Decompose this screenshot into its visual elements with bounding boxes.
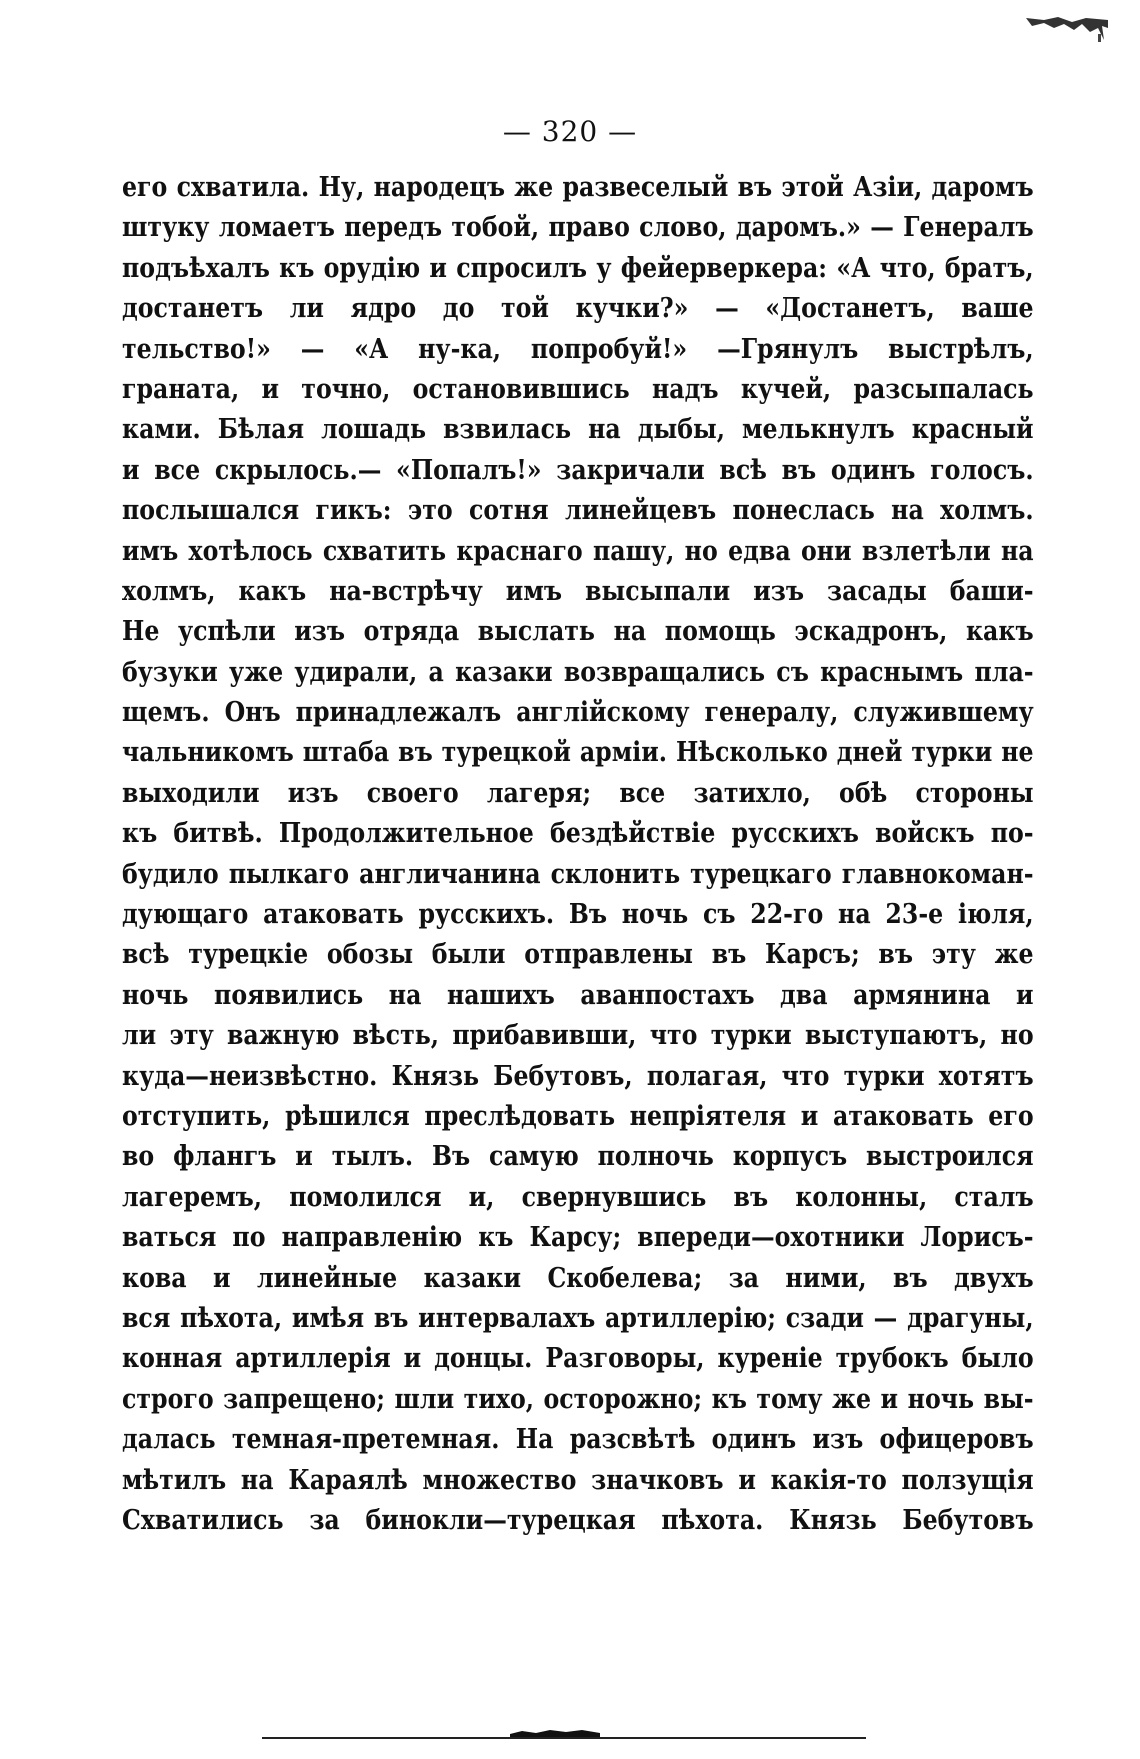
text-line bbox=[122, 934, 1034, 974]
text-line-content: далась темная-претемная. На разсвѣтѣ одинъ изъ офицеровъ bbox=[122, 1423, 1034, 1456]
text-line bbox=[122, 1338, 1034, 1378]
text-line-content: штуку ломаетъ передъ тобой, право слово, даромъ.» — Генералъ bbox=[122, 211, 1034, 244]
text-line-content: ками. Бѣлая лошадь взвилась на дыбы, мелькнулъ красный bbox=[122, 413, 1034, 446]
text-line bbox=[122, 692, 1034, 732]
text-line bbox=[122, 611, 1034, 651]
text-line bbox=[122, 1460, 1034, 1500]
text-line-content: подъѣхалъ къ орудію и спросилъ у фейерверкера: «А что, братъ, bbox=[122, 251, 1034, 284]
text-line bbox=[122, 207, 1034, 247]
text-line bbox=[122, 1136, 1034, 1176]
text-line bbox=[122, 409, 1034, 449]
text-line bbox=[122, 1379, 1034, 1419]
text-line-content: и все скрылось.— «Попалъ!» закричали всѣ въ одинъ голосъ. bbox=[122, 453, 1034, 486]
text-line bbox=[122, 975, 1034, 1015]
text-line bbox=[122, 854, 1034, 894]
text-line bbox=[122, 1096, 1034, 1136]
text-line-content: холмъ, какъ на-встрѣчу имъ высыпали изъ засады баши- bbox=[122, 574, 1034, 607]
bottom-rule bbox=[262, 1737, 866, 1739]
text-line bbox=[122, 1258, 1034, 1298]
text-line-content: во флангъ и тылъ. Въ самую полночь корпусъ выстроился bbox=[122, 1140, 1034, 1173]
text-line bbox=[122, 450, 1034, 490]
page-number: — 320 — bbox=[502, 115, 638, 148]
text-line bbox=[122, 288, 1034, 328]
text-line-content: къ битвѣ. Продолжительное бездѣйствіе русскихъ войскъ по- bbox=[122, 817, 1034, 850]
text-line bbox=[122, 490, 1034, 530]
text-line bbox=[122, 1217, 1034, 1257]
text-line bbox=[122, 1298, 1034, 1338]
text-line bbox=[122, 167, 1034, 207]
text-line bbox=[122, 773, 1034, 813]
text-line-content: послышался гикъ: это сотня линейцевъ понеслась на холмъ. bbox=[122, 494, 1034, 527]
text-line-content: строго запрещено; шли тихо, осторожно; къ тому же и ночь вы- bbox=[122, 1382, 1034, 1415]
text-line bbox=[122, 894, 1034, 934]
text-line-content: будило пылкаго англичанина склонить турецкаго главнокоман- bbox=[122, 857, 1034, 890]
text-line bbox=[122, 1419, 1034, 1459]
scan-artifact-icon bbox=[1024, 14, 1110, 44]
text-line-content: щемъ. Онъ принадлежалъ англійскому генералу, служившему bbox=[122, 696, 1034, 729]
text-line-content: дующаго атаковать русскихъ. Въ ночь съ 22-го на 23-е іюля, bbox=[122, 898, 1034, 931]
text-line-content: чальникомъ штаба въ турецкой арміи. Нѣсколько дней турки не bbox=[122, 736, 1034, 769]
text-line-content: граната, и точно, остановившись надъ кучей, разсыпалась bbox=[122, 372, 1034, 405]
text-line bbox=[122, 813, 1034, 853]
text-line-content: ночь появились на нашихъ аванпостахъ два армянина и bbox=[122, 978, 1034, 1011]
text-line-content: Не успѣли изъ отряда выслать на помощь эскадронъ, какъ bbox=[122, 615, 1034, 648]
text-line-content: отступить, рѣшился преслѣдовать непріятеля и атаковать его bbox=[122, 1099, 1034, 1132]
text-line bbox=[122, 732, 1034, 772]
text-line-content: его схватила. Ну, народецъ же развеселый въ этой Азіи, даромъ bbox=[122, 171, 1034, 203]
text-line-content: выходили изъ своего лагеря; все затихло, обѣ стороны bbox=[122, 776, 1034, 809]
text-line-content: имъ хотѣлось схватить краснаго пашу, но едва они взлетѣли на bbox=[122, 534, 1034, 567]
text-line-content: куда—неизвѣстно. Князь Бебутовъ, полагая, что турки хотятъ bbox=[122, 1059, 1034, 1092]
text-line bbox=[122, 1015, 1034, 1055]
text-line bbox=[122, 329, 1034, 369]
text-line bbox=[122, 652, 1034, 692]
text-line-content: лагеремъ, помолился и, свернувшись въ колонны, сталъ bbox=[122, 1180, 1034, 1213]
text-line-content: Схватились за бинокли—турецкая пѣхота. Князь Бебутовъ bbox=[122, 1503, 1034, 1536]
text-line-content: бузуки уже удирали, а казаки возвращались съ краснымъ пла- bbox=[122, 655, 1034, 688]
text-line bbox=[122, 1056, 1034, 1096]
text-line-content: вся пѣхота, имѣя въ интервалахъ артиллерію; сзади — драгуны, bbox=[122, 1301, 1034, 1334]
text-line bbox=[122, 571, 1034, 611]
text-line bbox=[122, 1500, 1034, 1540]
text-line-content: достанетъ ли ядро до той кучки?» — «Достанетъ, ваше bbox=[122, 292, 1034, 325]
text-line-content: ли эту важную вѣсть, прибавивши, что турки выступаютъ, но bbox=[122, 1019, 1034, 1052]
text-line-content: конная артиллерія и донцы. Разговоры, куреніе трубокъ было bbox=[122, 1342, 1034, 1375]
text-line-content: тельство!» — «А ну-ка, попробуй!» —Грянулъ выстрѣлъ, bbox=[122, 332, 1034, 365]
text-line-content: мѣтилъ на Караялѣ множество значковъ и какія-то ползущія bbox=[122, 1463, 1034, 1496]
text-line-content: ваться по направленію къ Карсу; впереди—охотники Лорисъ- bbox=[122, 1221, 1034, 1254]
text-line-content: всѣ турецкіе обозы были отправлены въ Карсъ; въ эту же bbox=[122, 938, 1034, 971]
text-line bbox=[122, 531, 1034, 571]
text-line bbox=[122, 369, 1034, 409]
text-line bbox=[122, 248, 1034, 288]
body-text bbox=[122, 167, 1034, 1540]
text-line bbox=[122, 1177, 1034, 1217]
text-line-content: кова и линейные казаки Скобелева; за ними, въ двухъ bbox=[122, 1261, 1034, 1294]
